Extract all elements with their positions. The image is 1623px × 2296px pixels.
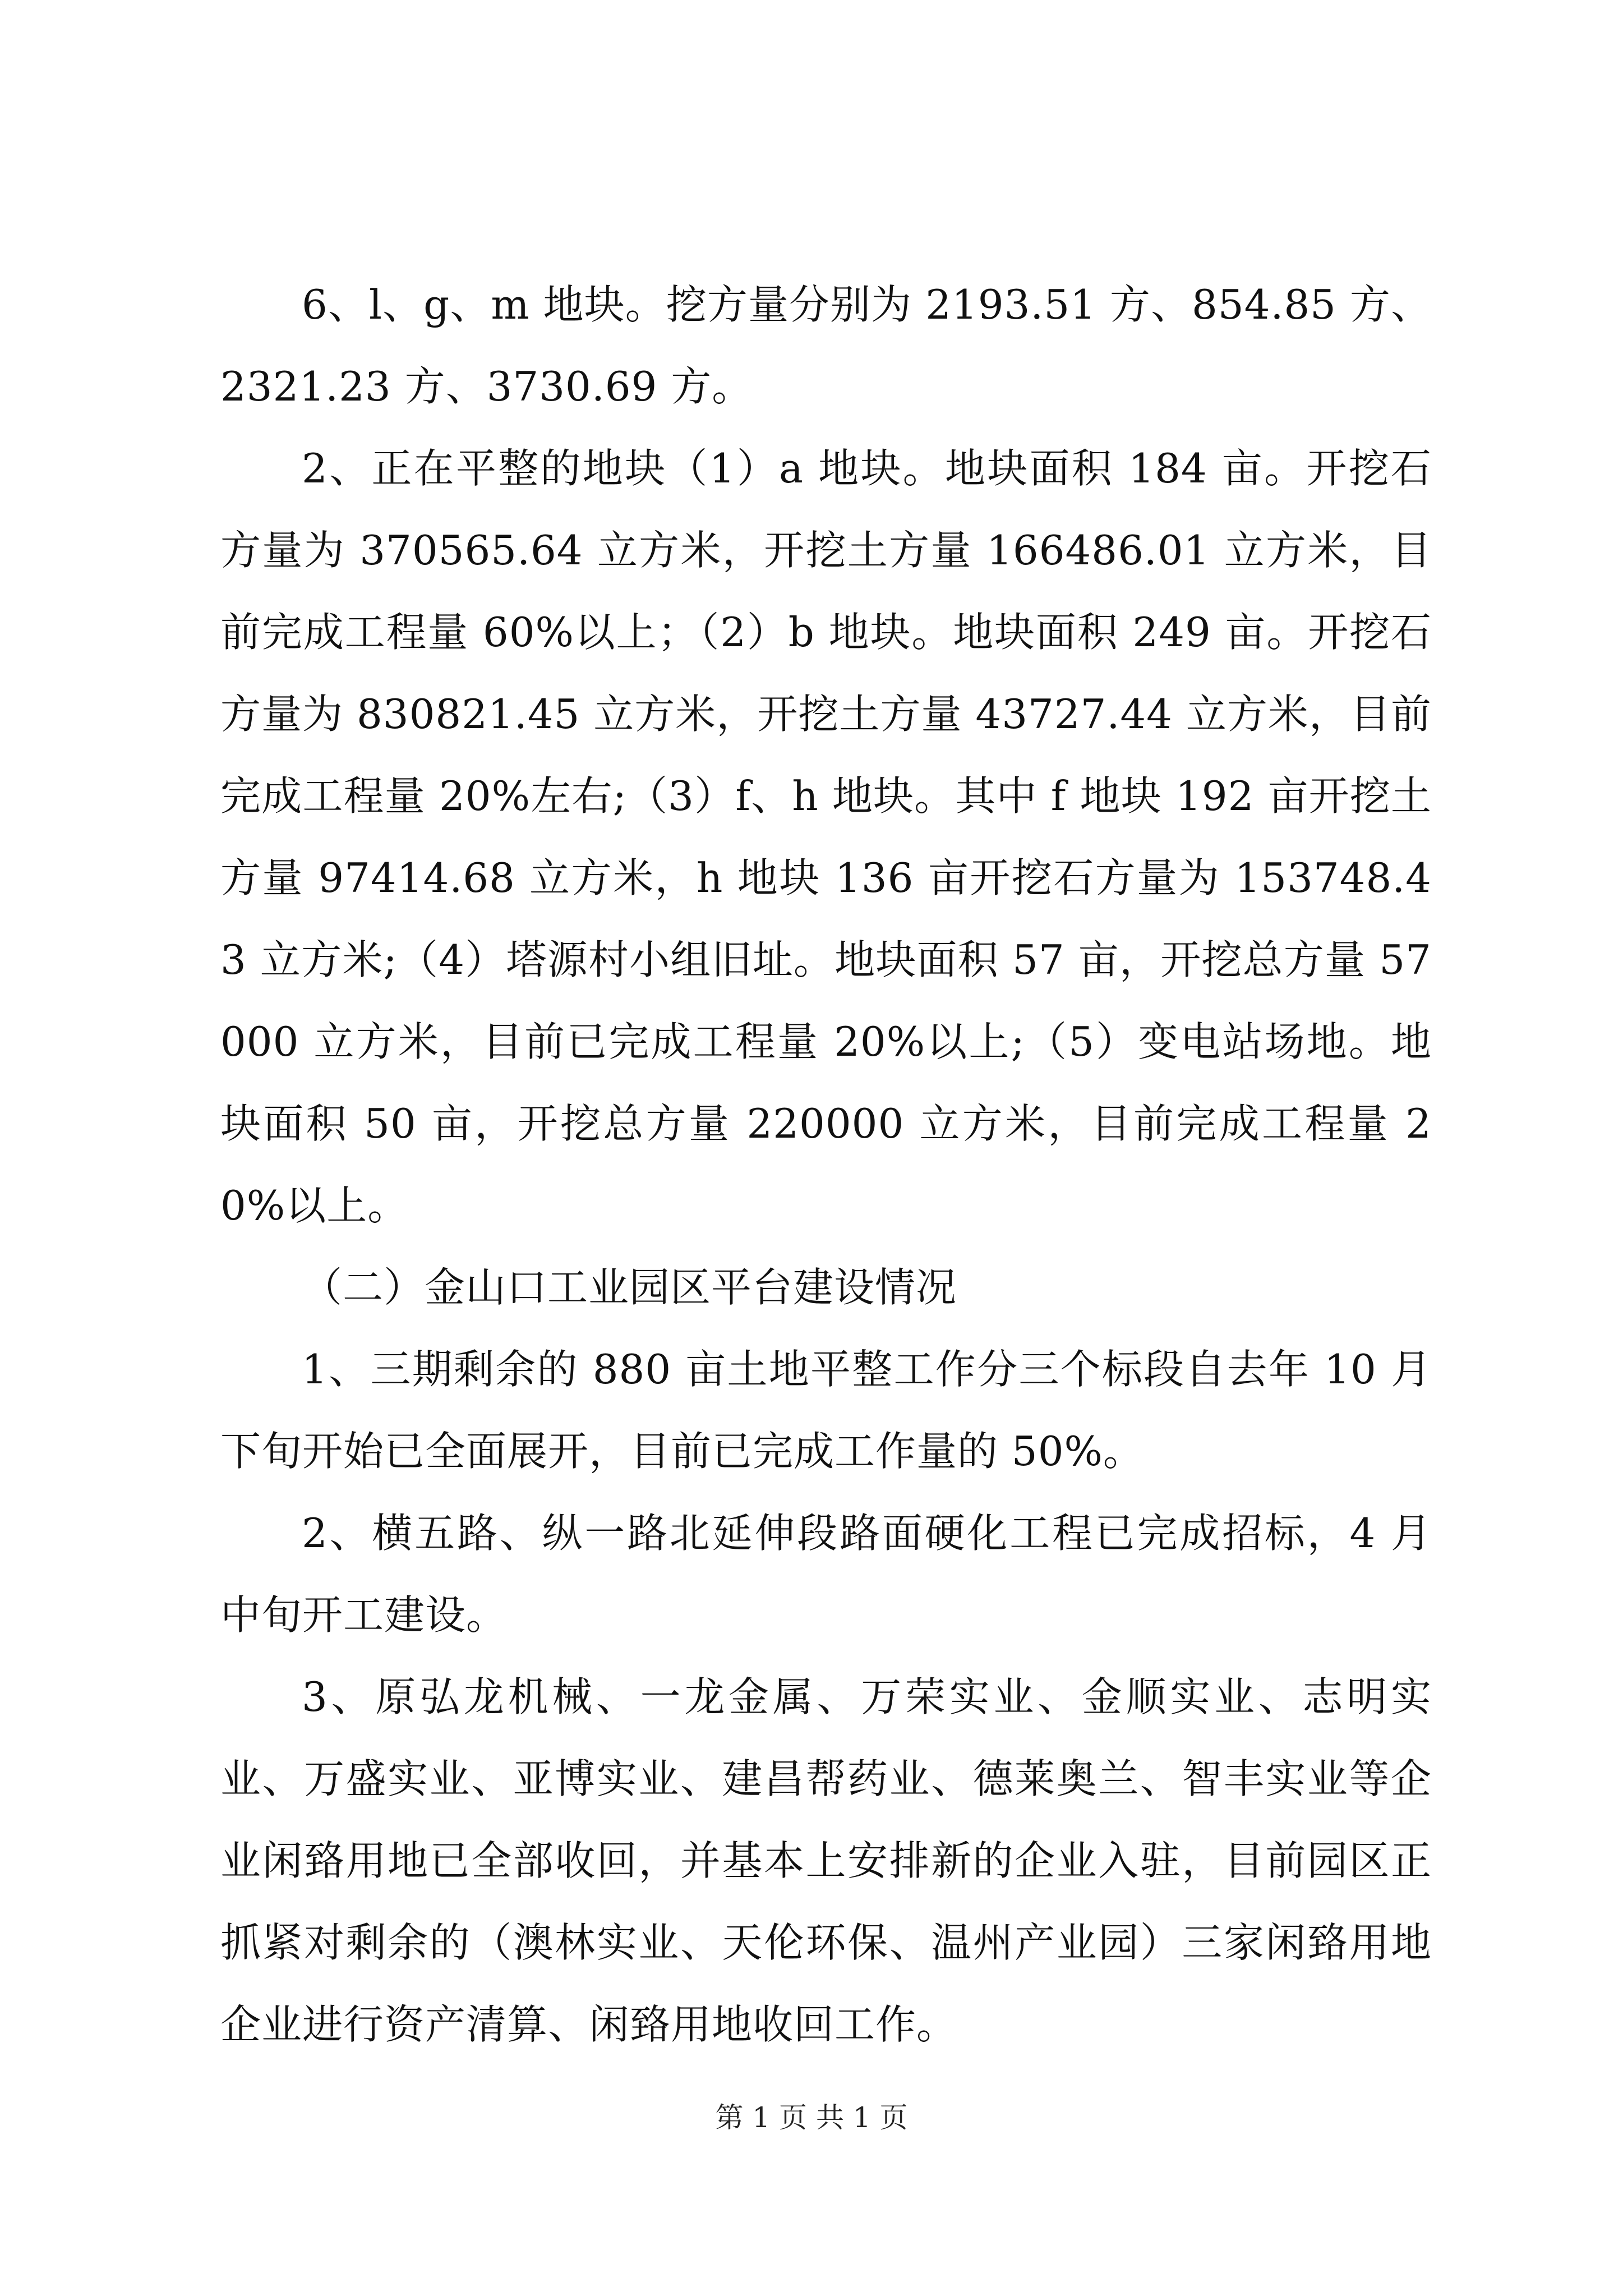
document-body <box>220 264 1432 2065</box>
paragraph-excavation-plots: 6、l、g、m 地块。挖方量分别为 2193.51 方、854.85 方、2321.23 方、3730.69 方。 <box>220 281 1432 410</box>
section-heading-industrial-park: （二）金山口工业园区平台建设情况 <box>302 1264 957 1311</box>
paragraph-land-leveling-phase3: 1、三期剩余的 880 亩土地平整工作分三个标段自去年 10 月下旬开始已全面展开，目前已完成工作量的 50%。 <box>220 1346 1432 1475</box>
paragraph-idle-land-recovery: 3、原弘龙机械、一龙金属、万荣实业、金顺实业、志明实业、万盛实业、亚博实业、建昌帮药业、德莱奥兰、智丰实业等企业闲臵用地已全部收回，并基本上安排新的企业入驻，目前园区正抓紧对剩余的（澳林实业、天伦环保、温州产业园）三家闲臵用地企业进行资产清算、闲臵用地收回工作。 <box>220 1673 1432 2048</box>
page-footer: 第 1 页 共 1 页 <box>715 2101 908 2134</box>
paragraph-road-hardening: 2、横五路、纵一路北延伸段路面硬化工程已完成招标，4 月中旬开工建设。 <box>220 1510 1432 1639</box>
paragraph-leveling-plots: 2、正在平整的地块（1）a 地块。地块面积 184 亩。开挖石方量为 370565.64 立方米，开挖土方量 166486.01 立方米，目前完成工程量 60%以上；（2）b 地块。地块面积 249 亩。开挖石方量为 830821.45 立方米，开挖土方量 43727.44 立方米，目前完成工程量 20%左右;（3）f、h 地块。其中 f 地块 192 亩开挖土方量 97414.68 立方米，h 地块 136 亩开挖石方量为 153748.43 立方米;（4）塔源村小组旧址。地块面积 57 亩，开挖总方量 57000 立方米，目前已完成工程量 20%以上;（5）变电站场地。地块面积 50 亩，开挖总方量 220000 立方米，目前完成工程量 20%以上。 <box>220 445 1432 1229</box>
